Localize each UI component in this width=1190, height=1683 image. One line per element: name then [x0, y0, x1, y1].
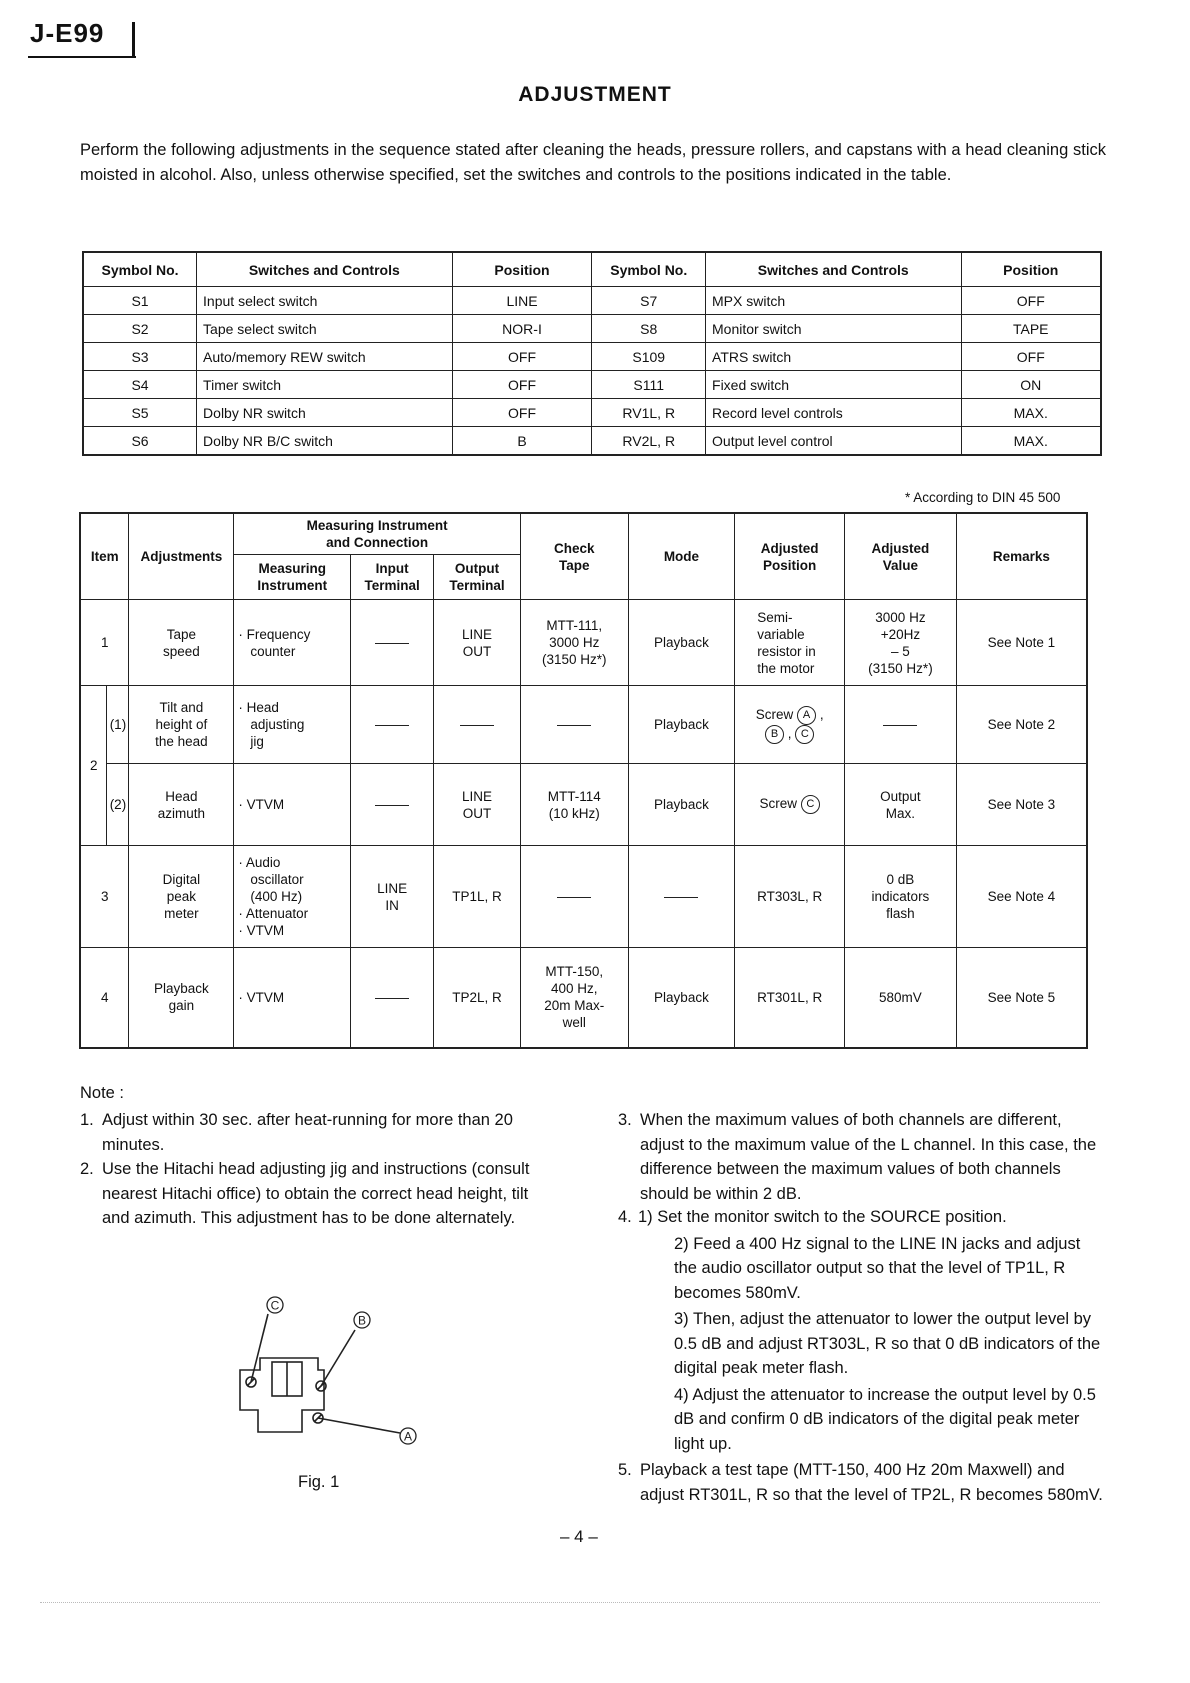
dash-mark	[375, 725, 409, 726]
table-cell: S5	[83, 399, 197, 427]
column-header: Symbol No.	[592, 252, 706, 287]
tolerance-unit: Hz	[903, 626, 921, 642]
cell-line: speed	[163, 643, 200, 659]
table-cell: Output level control	[706, 427, 962, 456]
column-header-adjusted-value	[845, 513, 957, 600]
output-terminal	[434, 764, 521, 846]
header-line: Terminal	[449, 578, 505, 593]
table-cell: LINE	[452, 287, 592, 315]
intro-paragraph: Perform the following adjustments in the sequence stated after cleaning the heads, pressure rollers, and capstans with a head cleaning stick moisted in alcohol. Also, unless otherwise specified, set the switches and controls to the positions indicated in the table.	[80, 141, 1106, 184]
table-cell: Dolby NR switch	[197, 399, 453, 427]
cell-line: · Head	[238, 700, 279, 715]
circled-c-icon: C	[795, 725, 814, 744]
input-terminal	[351, 846, 434, 948]
cell-line: 400 Hz,	[550, 981, 598, 997]
dash-mark	[375, 998, 409, 999]
cell-line: MTT-150,	[545, 964, 604, 980]
mode: Playback	[628, 764, 735, 846]
table-cell: Record level controls	[706, 399, 962, 427]
dash-mark	[375, 805, 409, 806]
cell-line: 0 dB	[886, 872, 915, 887]
cell-line: Tilt and	[159, 700, 204, 715]
header-line: Output	[454, 561, 500, 576]
output-terminal: TP2L, R	[434, 948, 521, 1048]
cell-line: LINE	[377, 880, 408, 896]
input-terminal	[351, 600, 434, 686]
item-number: 1	[80, 600, 129, 686]
column-header-item: Item	[80, 513, 129, 600]
adjustment-name	[129, 948, 234, 1048]
column-header-measuring-instrument	[234, 555, 351, 600]
check-tape	[520, 948, 628, 1048]
document-code: J-E99	[30, 18, 105, 48]
cell-line: peak	[166, 889, 197, 904]
check-tape	[520, 600, 628, 686]
leader-line-c	[251, 1314, 268, 1382]
table-cell: ATRS switch	[706, 343, 962, 371]
cell-line: Semi-	[757, 609, 793, 625]
adjusted-position	[735, 764, 845, 846]
cell-line: 3000 Hz	[549, 635, 600, 650]
cell-line: azimuth	[157, 805, 206, 821]
mode: Playback	[628, 686, 735, 764]
cell-line: flash	[886, 906, 915, 921]
figure-label-a: A	[403, 1429, 413, 1444]
header-line: Terminal	[364, 578, 420, 593]
cell-line: Output	[880, 788, 921, 804]
table-row	[80, 948, 1087, 1048]
table-cell: OFF	[452, 399, 592, 427]
table-cell: MAX.	[961, 427, 1101, 456]
tolerance-minus: – 5	[891, 643, 910, 659]
measuring-instrument: · VTVM	[234, 764, 351, 846]
note-text: Adjust within 30 sec. after heat-running for more than 20 minutes.	[102, 1111, 513, 1154]
circled-a-icon: A	[797, 706, 816, 725]
adjustment-name	[129, 846, 234, 948]
header-line: Measuring Instrument	[306, 518, 448, 533]
remarks: See Note 1	[956, 600, 1087, 686]
remarks: See Note 5	[956, 948, 1087, 1048]
note-step	[656, 1232, 1103, 1306]
note-text: Playback a test tape (MTT-150, 400 Hz 20m Maxwell) and adjust RT301L, R so that the level of TP2L, R becomes 580mV.	[640, 1461, 1103, 1504]
input-terminal	[351, 764, 434, 846]
cell-line: OUT	[462, 643, 492, 659]
adjusted-value	[845, 846, 957, 948]
note-step	[656, 1307, 1103, 1381]
table-row	[80, 686, 1087, 764]
table-cell: RV2L, R	[592, 427, 706, 456]
note-step-text: 1) Set the monitor switch to the SOURCE position.	[638, 1208, 1007, 1226]
corner-vertical-divider	[132, 22, 135, 58]
column-header-mode: Mode	[628, 513, 735, 600]
adjustment-name	[129, 686, 234, 764]
cell-line: Max.	[885, 805, 916, 821]
cell-line: (3150 Hz*)	[541, 652, 607, 667]
measuring-instrument: · VTVM	[234, 948, 351, 1048]
table-cell: S8	[592, 315, 706, 343]
dash-mark	[375, 643, 409, 644]
cell-line: 20m Max-	[544, 998, 605, 1014]
note-text: Use the Hitachi head adjusting jig and instructions (consult nearest Hitachi office) to obtain the correct head height, tilt and azimuth. This adjustment has to be done alternately.	[102, 1160, 530, 1227]
table-cell: S2	[83, 315, 197, 343]
table-header-row	[83, 252, 1101, 287]
note-1	[80, 1108, 560, 1157]
table-cell: OFF	[961, 287, 1101, 315]
cell-line: LINE	[461, 788, 492, 804]
cell-line: meter	[164, 906, 199, 921]
cell-line: (3150 Hz*)	[868, 660, 933, 676]
cell-line: counter	[250, 643, 296, 659]
check-tape	[520, 764, 628, 846]
page-number: – 4 –	[560, 1527, 598, 1546]
note-5	[618, 1458, 1103, 1507]
adjustment-name	[129, 600, 234, 686]
note-number: 5.	[618, 1461, 632, 1479]
adjusted-position: RT301L, R	[735, 948, 845, 1048]
table-cell: S3	[83, 343, 197, 371]
cell-line: Playback	[154, 981, 209, 997]
cell-line: Digital	[162, 872, 201, 887]
column-header-remarks: Remarks	[956, 513, 1087, 600]
column-header-measuring-group	[234, 513, 521, 555]
note-step-text: 4) Adjust the attenuator to increase the output level by 0.5 dB and confirm 0 dB indicators of the digital peak meter light up.	[674, 1385, 1096, 1453]
cell-line	[849, 626, 952, 643]
scan-artifact-line	[40, 1602, 1100, 1604]
cell-line: the head	[155, 734, 208, 749]
input-terminal	[351, 686, 434, 764]
leader-line-b	[321, 1330, 355, 1386]
column-header: Position	[452, 252, 592, 287]
measuring-instrument	[234, 600, 351, 686]
note-2	[80, 1157, 560, 1231]
corner-rule-divider	[28, 56, 136, 58]
cell-line: Tape	[166, 626, 197, 642]
table-cell: B	[452, 427, 592, 456]
cell-line: oscillator	[250, 872, 304, 887]
cell-line: · Audio	[238, 855, 281, 870]
output-terminal: TP1L, R	[434, 846, 521, 948]
column-header: Switches and Controls	[706, 252, 962, 287]
screw-label: Screw	[759, 796, 798, 812]
note-number: 2.	[80, 1160, 94, 1178]
header-line: Adjusted	[871, 540, 930, 556]
table-cell: S7	[592, 287, 706, 315]
table-row	[80, 600, 1087, 686]
cell-line: indicators	[871, 889, 930, 904]
column-header: Position	[961, 252, 1101, 287]
check-tape	[520, 686, 628, 764]
cell-line: Head	[165, 788, 198, 804]
dash-mark	[557, 897, 591, 898]
item-number: 4	[80, 948, 129, 1048]
cell-line: · Attenuator	[238, 906, 309, 921]
adjusted-value	[845, 600, 957, 686]
table-cell: S4	[83, 371, 197, 399]
table-header-row	[80, 513, 1087, 555]
table-cell: Auto/memory REW switch	[197, 343, 453, 371]
cell-line: resistor in	[757, 643, 816, 659]
cell-line: · VTVM	[238, 923, 285, 938]
table-cell: Fixed switch	[706, 371, 962, 399]
cell-line: jig	[250, 734, 264, 749]
column-header: Switches and Controls	[197, 252, 453, 287]
cell-line: adjusting	[250, 717, 305, 732]
adjusted-value	[845, 686, 957, 764]
cell-line: variable	[757, 626, 805, 642]
measuring-instrument	[234, 846, 351, 948]
header-line: and Connection	[326, 535, 429, 550]
cell-line: B , C	[739, 725, 840, 744]
adjusted-value	[845, 764, 957, 846]
figure-label-c: C	[270, 1298, 280, 1313]
cell-line: height of	[155, 717, 208, 732]
notes-heading: Note :	[80, 1084, 125, 1102]
cell-line: the motor	[757, 660, 815, 676]
table-cell: Monitor switch	[706, 315, 962, 343]
table-cell: MPX switch	[706, 287, 962, 315]
header-line: Measuring	[258, 561, 326, 576]
circled-c-icon: C	[801, 795, 820, 814]
remarks: See Note 3	[956, 764, 1087, 846]
header-line: Check	[553, 540, 595, 556]
table-cell: Timer switch	[197, 371, 453, 399]
adjusted-value: 580mV	[845, 948, 957, 1048]
cell-line: · Frequency	[238, 626, 311, 642]
column-header-output-terminal	[434, 555, 521, 600]
table-cell: Tape select switch	[197, 315, 453, 343]
header-line: Tape	[558, 557, 590, 573]
figure-caption: Fig. 1	[298, 1473, 340, 1491]
table-cell: S6	[83, 427, 197, 456]
table-row	[80, 764, 1087, 846]
screw-label: Screw	[755, 706, 794, 722]
check-tape	[520, 846, 628, 948]
head-body-outline	[240, 1358, 324, 1432]
header-line: Position	[763, 557, 817, 573]
cell-line: MTT-114	[547, 788, 601, 804]
measuring-instrument	[234, 686, 351, 764]
adjusted-position: RT303L, R	[735, 846, 845, 948]
note-step-text: 3) Then, adjust the attenuator to lower the output level by 0.5 dB and adjust RT303L, R so that 0 dB indicators of the digital peak meter flash.	[674, 1310, 1101, 1377]
output-terminal	[434, 600, 521, 686]
input-terminal	[351, 948, 434, 1048]
cell-line: (400 Hz)	[250, 889, 303, 904]
leader-line-a	[318, 1418, 400, 1433]
circled-b-icon: B	[765, 725, 784, 744]
dash-mark	[664, 897, 698, 898]
header-line: Instrument	[257, 578, 328, 593]
item-number: 3	[80, 846, 129, 948]
column-header: Symbol No.	[83, 252, 197, 287]
note-step	[638, 1205, 1103, 1230]
cell-line: well	[562, 1015, 586, 1031]
page-title: ADJUSTMENT	[518, 83, 672, 106]
table-cell: OFF	[452, 343, 592, 371]
header-line: Input	[375, 561, 409, 576]
dash-mark	[557, 725, 591, 726]
header-line: Adjusted	[760, 540, 819, 556]
adjustment-table	[79, 512, 1088, 1049]
output-terminal	[434, 686, 521, 764]
remarks: See Note 4	[956, 846, 1087, 948]
dash-mark	[883, 725, 917, 726]
note-step	[656, 1383, 1103, 1457]
mode	[628, 846, 735, 948]
table-row	[83, 315, 1101, 343]
table-cell: S109	[592, 343, 706, 371]
note-number: 1.	[80, 1111, 94, 1129]
mode: Playback	[628, 948, 735, 1048]
figure-label-b: B	[357, 1313, 367, 1328]
cell-line: Screw A ,	[739, 706, 840, 725]
column-header-check-tape	[520, 513, 628, 600]
sub-item-number: (1)	[107, 686, 129, 764]
table-cell: Input select switch	[197, 287, 453, 315]
table-cell: OFF	[452, 371, 592, 399]
note-text: When the maximum values of both channels are different, adjust to the maximum value of the L channel. In this case, the difference between the maximum values of both channels should be within 2 dB.	[640, 1111, 1097, 1203]
head-adjustment-figure	[220, 1290, 440, 1460]
adjusted-position	[735, 600, 845, 686]
table-row	[83, 287, 1101, 315]
table-cell: MAX.	[961, 399, 1101, 427]
dash-mark	[460, 725, 494, 726]
table-cell: S111	[592, 371, 706, 399]
table-cell: NOR-I	[452, 315, 592, 343]
note-number: 3.	[618, 1111, 632, 1129]
table-row	[83, 427, 1101, 456]
column-header-adjusted-position	[735, 513, 845, 600]
switch-position-table	[82, 251, 1102, 456]
adjusted-position	[735, 686, 845, 764]
table-cell: RV1L, R	[592, 399, 706, 427]
cell-line: gain	[168, 998, 195, 1014]
table-row	[83, 343, 1101, 371]
note-step-text: 2) Feed a 400 Hz signal to the LINE IN jacks and adjust the audio oscillator output so that the level of TP1L, R becomes 580mV.	[674, 1234, 1081, 1302]
cell-line: 3000 Hz	[875, 609, 926, 625]
cell-line: (10 kHz)	[548, 805, 600, 821]
mode: Playback	[628, 600, 735, 686]
remarks: See Note 2	[956, 686, 1087, 764]
table-row	[83, 399, 1101, 427]
note-number: 4.	[618, 1208, 632, 1226]
column-header-adjustments: Adjustments	[129, 513, 234, 600]
din-footnote: * According to DIN 45 500	[905, 490, 1061, 505]
note-3	[618, 1108, 1103, 1206]
item-number: 2	[80, 686, 107, 846]
table-cell: OFF	[961, 343, 1101, 371]
note-4	[618, 1205, 1103, 1458]
table-cell: TAPE	[961, 315, 1101, 343]
cell-line: LINE	[461, 626, 492, 642]
table-row	[80, 846, 1087, 948]
table-cell: ON	[961, 371, 1101, 399]
table-row	[83, 371, 1101, 399]
table-cell: Dolby NR B/C switch	[197, 427, 453, 456]
column-header-input-terminal	[351, 555, 434, 600]
adjustment-name	[129, 764, 234, 846]
tolerance-plus: +20	[880, 626, 904, 642]
sub-item-number: (2)	[107, 764, 129, 846]
cell-line: IN	[385, 897, 399, 913]
cell-line: OUT	[462, 805, 492, 821]
cell-line: MTT-111,	[546, 618, 603, 633]
header-line: Value	[882, 557, 919, 573]
table-cell: S1	[83, 287, 197, 315]
